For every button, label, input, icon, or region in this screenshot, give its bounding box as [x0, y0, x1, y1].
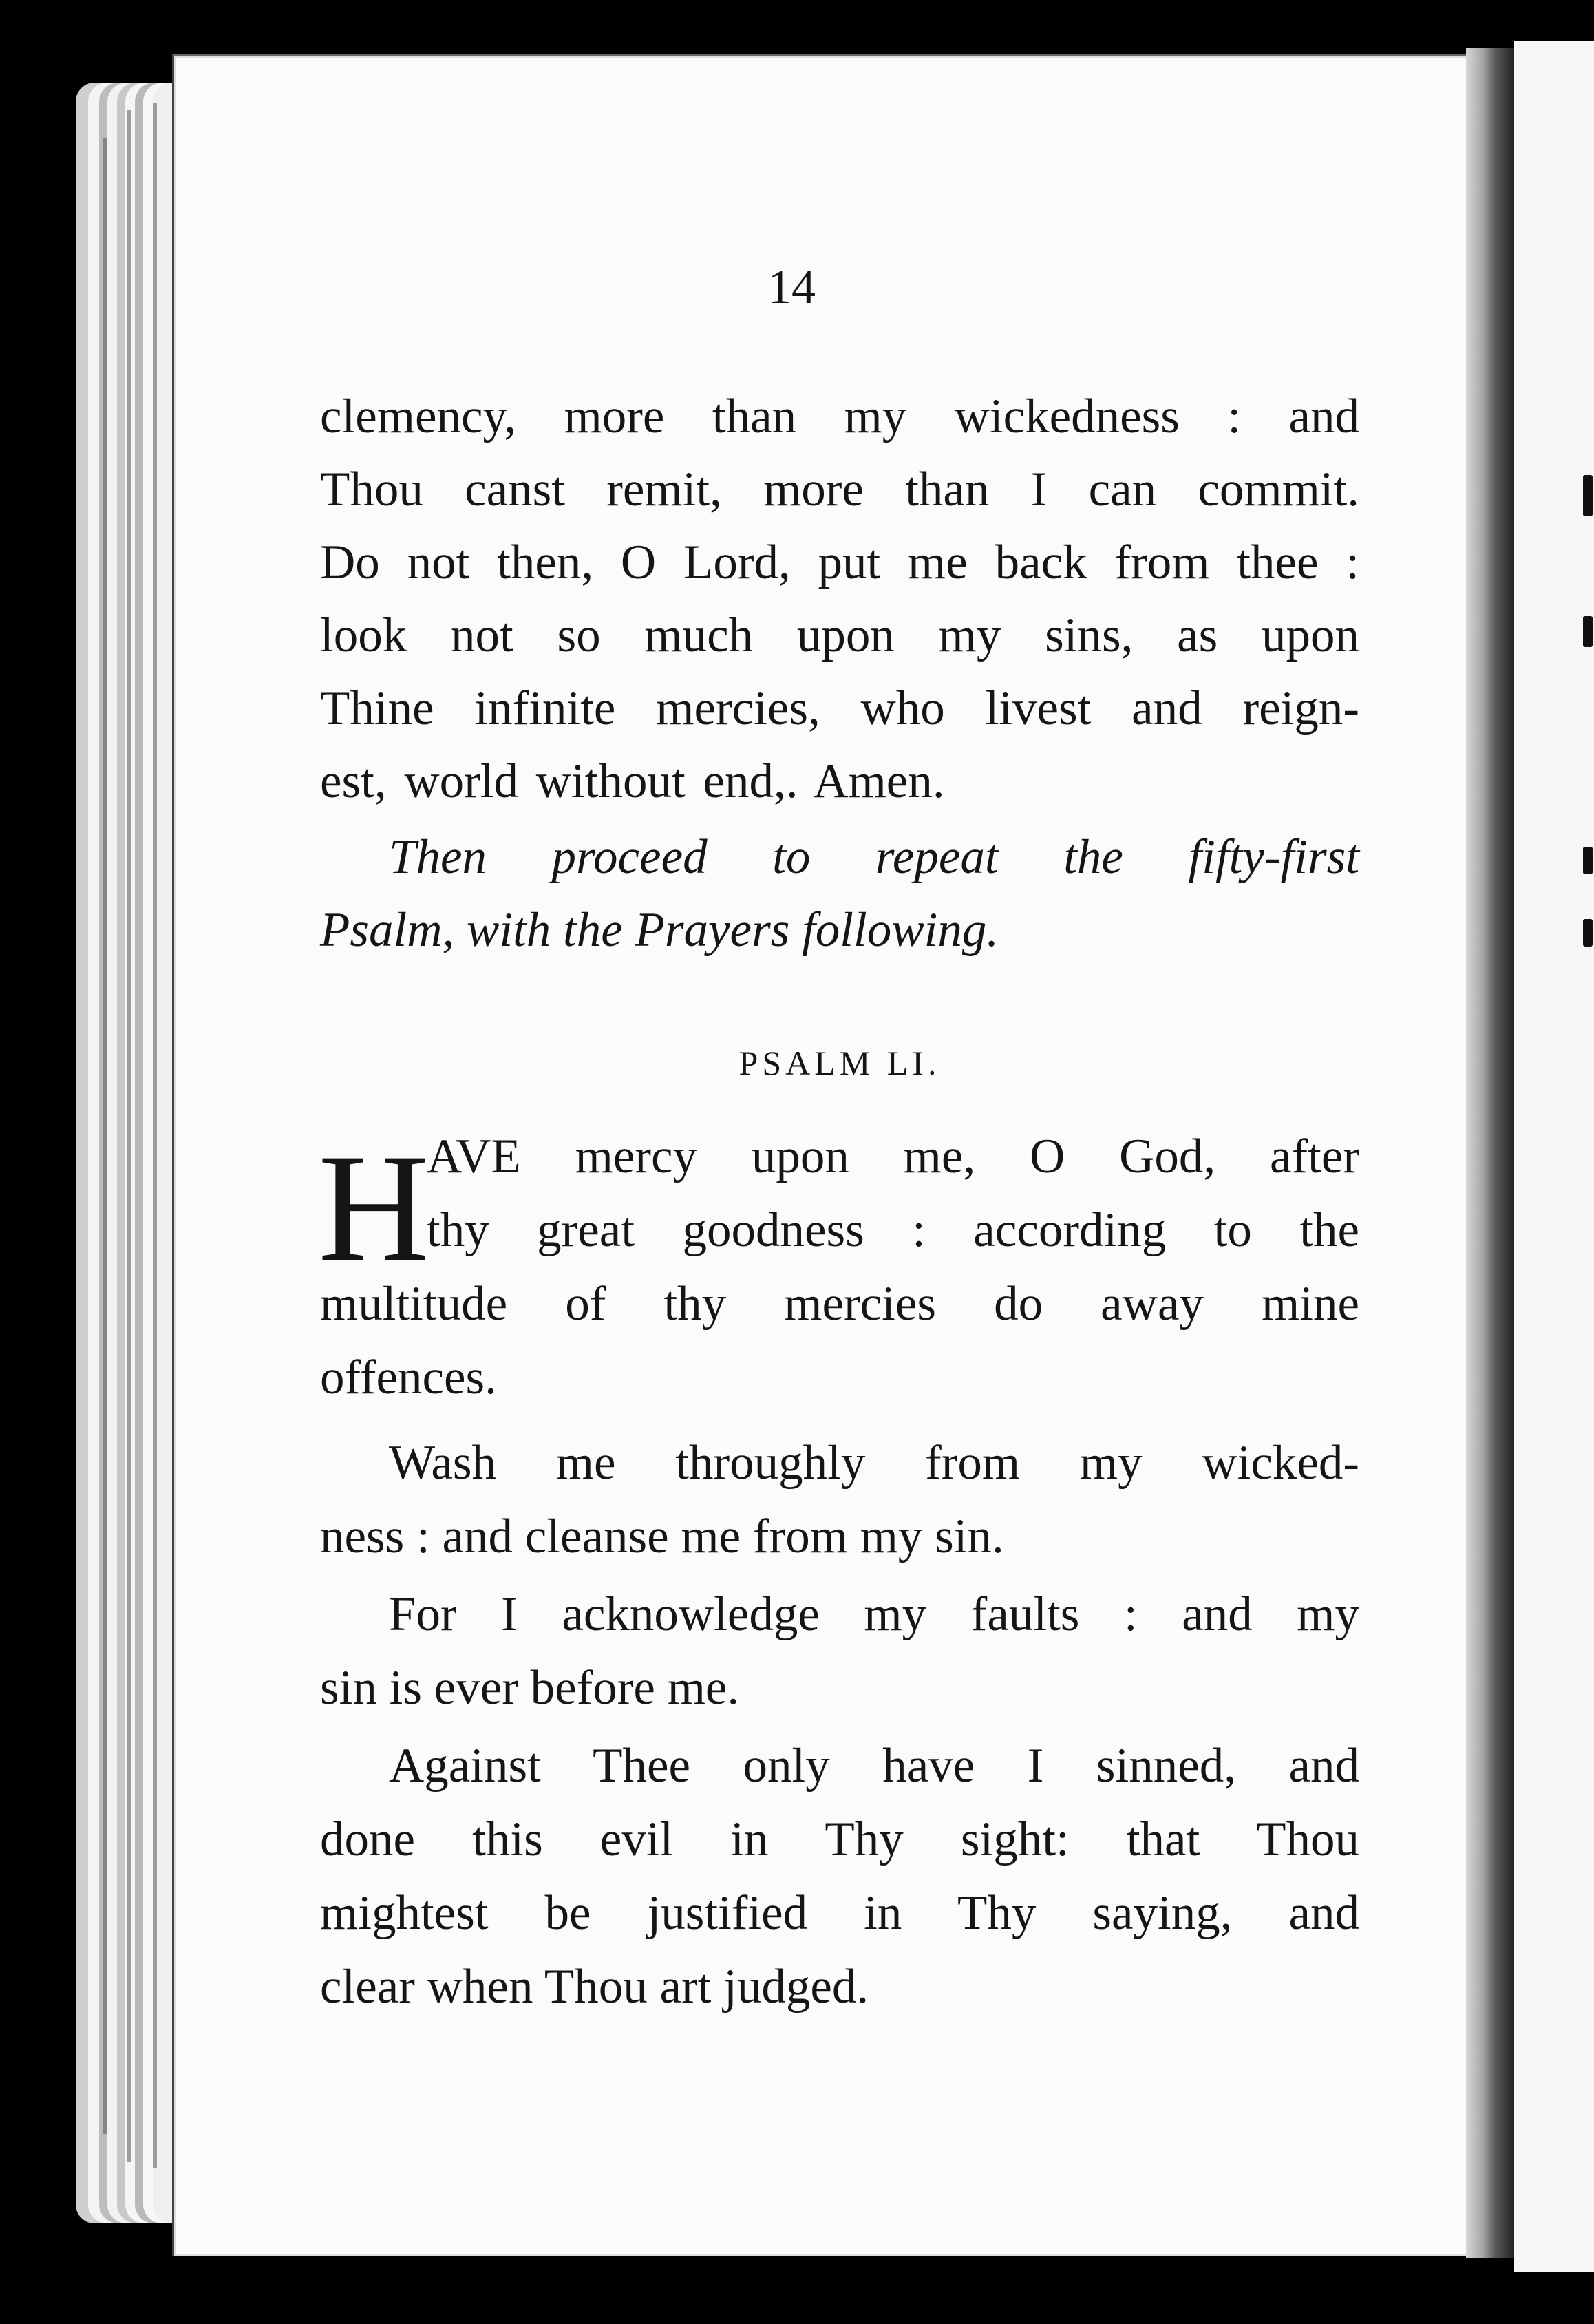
verse-line: ness : and cleanse me from my sin. — [320, 1510, 1004, 1563]
page-edge-line — [153, 103, 157, 2168]
text-line: look not so much upon my sins, as upon — [320, 609, 1359, 662]
rubric-line: Then proceed to repeat the fifty-first — [389, 830, 1359, 884]
facing-page-mark — [1583, 475, 1593, 516]
verse-line: multitude of thy mercies do away mine — [320, 1277, 1359, 1331]
binding-gutter — [1466, 48, 1514, 2258]
verse-line: mightest be justified in Thy saying, and — [320, 1886, 1359, 1940]
facing-page-edge — [1514, 41, 1594, 2272]
page-edge-line — [127, 110, 131, 2162]
text-line: Thou canst remit, more than I can commit. — [320, 463, 1359, 516]
verse-line: AVE mercy upon me, O God, after — [427, 1130, 1359, 1183]
rubric-line: Psalm, with the Prayers following. — [320, 903, 999, 957]
verse-line: sin is ever before me. — [320, 1661, 740, 1715]
verse-line: offences. — [320, 1351, 497, 1404]
verse-line: Wash me throughly from my wicked- — [389, 1436, 1359, 1490]
text-line: Thine infinite mercies, who livest and reign- — [320, 682, 1359, 735]
text-line: est, world without end,. Amen. — [320, 754, 945, 808]
verse-line: clear when Thou art judged. — [320, 1960, 869, 2014]
verse-line: Against Thee only have I sinned, and — [389, 1739, 1359, 1793]
drop-cap: H — [318, 1121, 430, 1293]
facing-page-mark — [1583, 616, 1593, 647]
psalm-heading: PSALM LI. — [738, 1044, 941, 1082]
verse-line: For I acknowledge my faults : and my — [389, 1587, 1359, 1641]
verse-line: done this evil in Thy sight: that Thou — [320, 1813, 1359, 1866]
page-number: 14 — [767, 261, 816, 314]
verse-line: thy great goodness : according to the — [427, 1203, 1359, 1257]
facing-page-mark — [1583, 919, 1593, 947]
facing-page-mark — [1583, 847, 1593, 874]
page-edge-line — [103, 138, 107, 2134]
text-line: Do not then, O Lord, put me back from thee : — [320, 536, 1359, 589]
text-line: clemency, more than my wickedness : and — [320, 390, 1359, 443]
